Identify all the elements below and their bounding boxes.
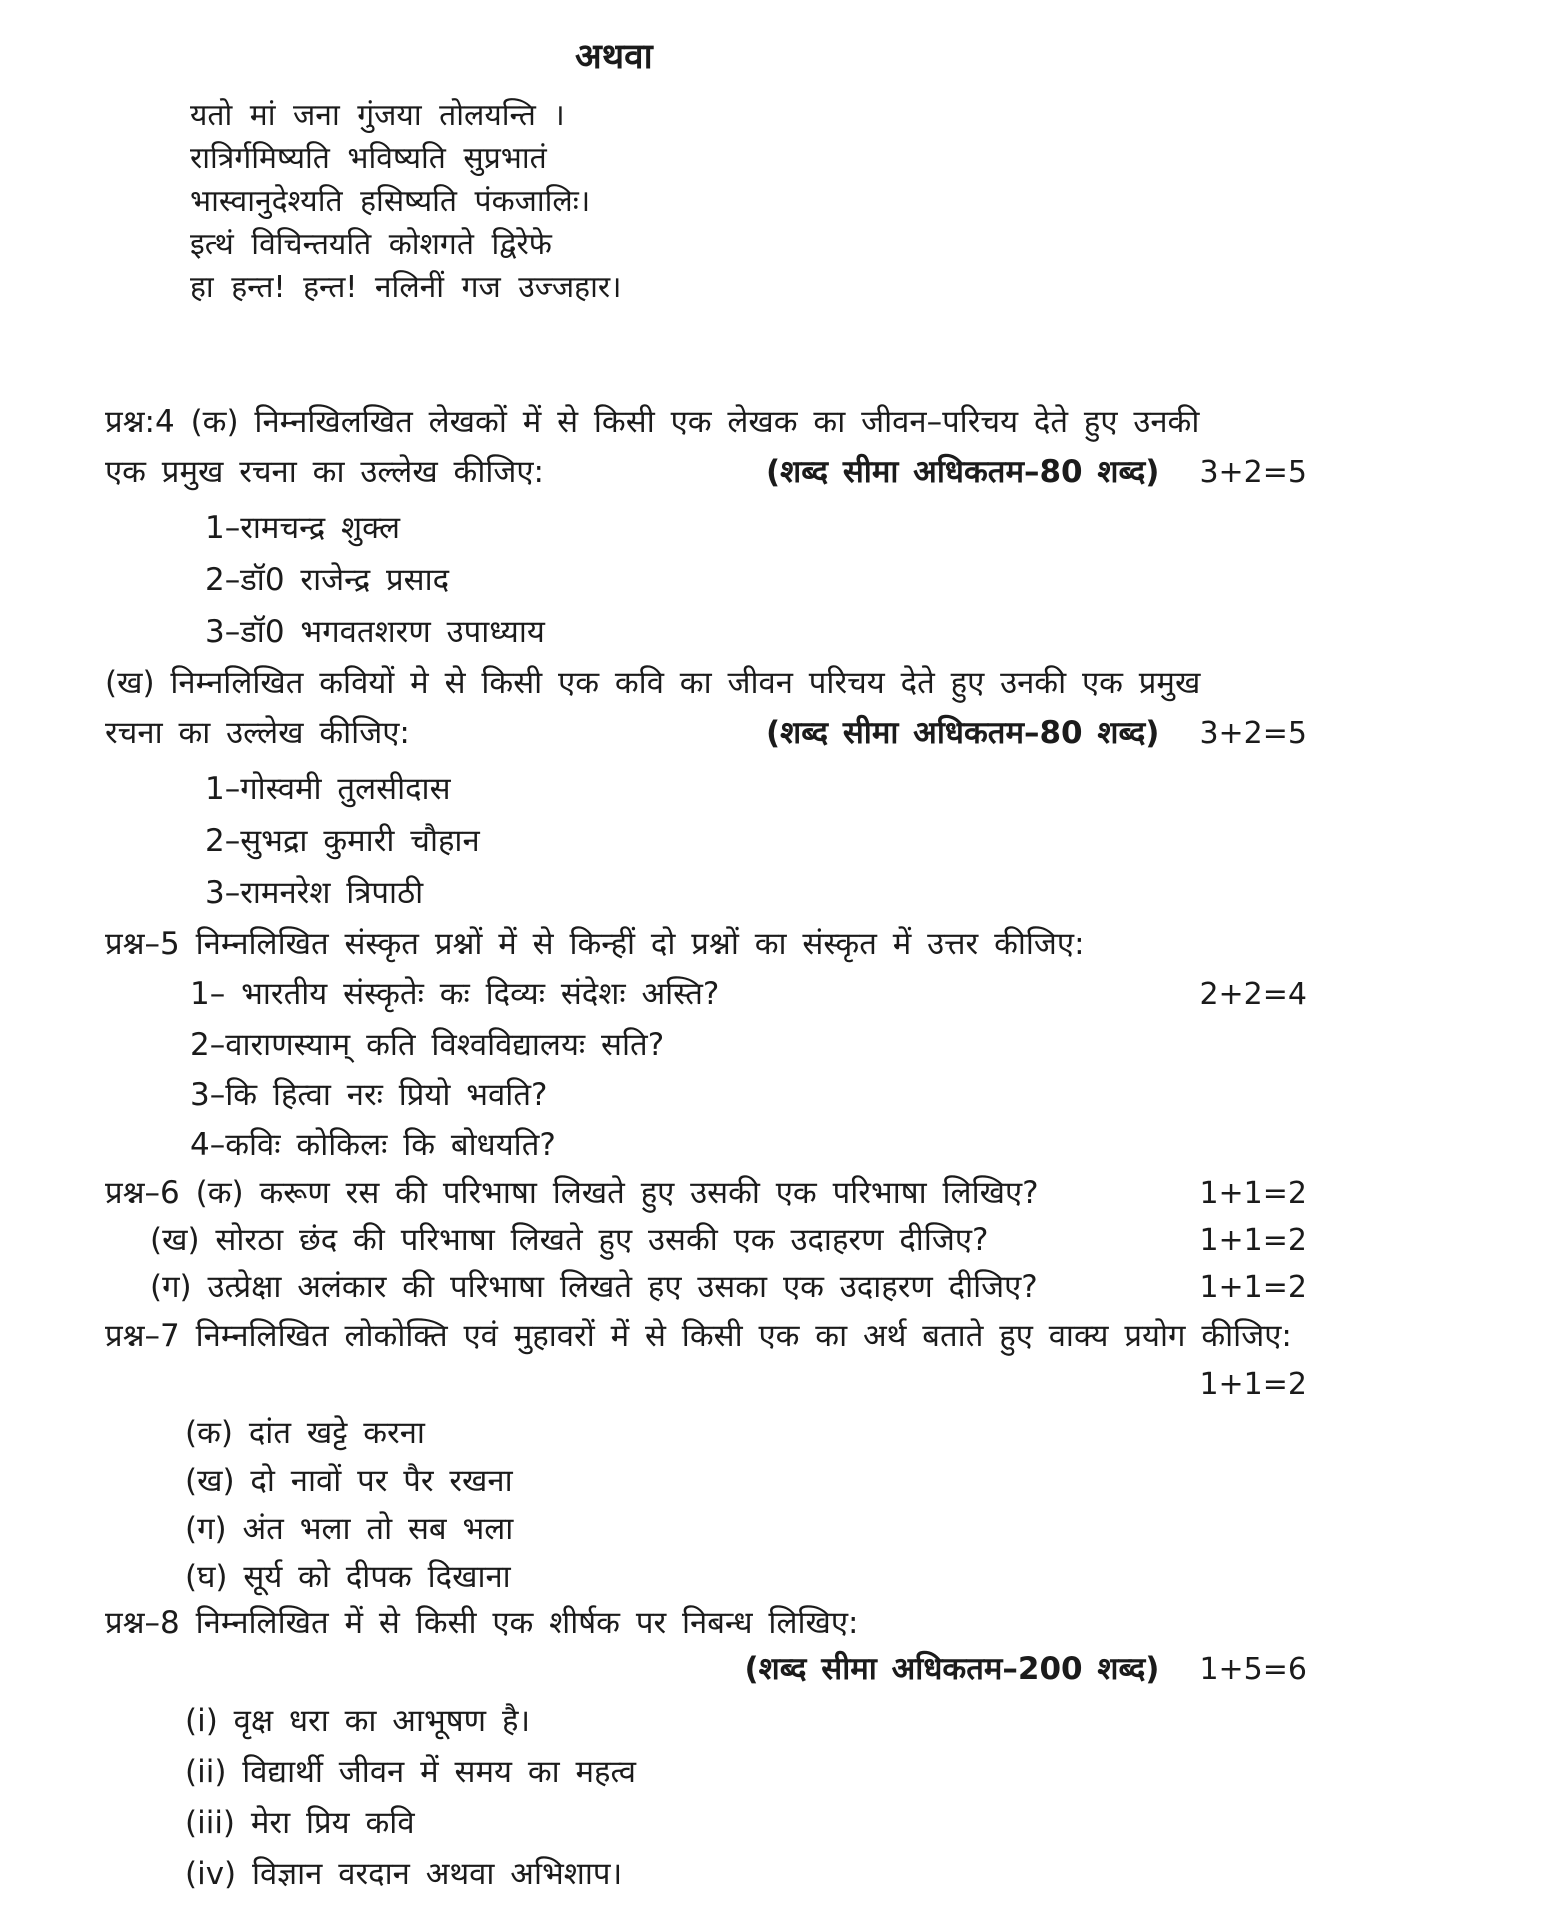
marks-value: 1+1=2 [1199,1176,1307,1211]
list-item: 1– भारतीय संस्कृतेः कः दिव्यः संदेशः अस्ति? 2+2=4 [190,969,1447,1020]
list-item: 2–वाराणस्याम् कति विश्वविद्यालयः सति? [190,1027,665,1063]
marks-value: 1+5=6 [1199,1652,1307,1687]
question-text: प्रश्न–8 निम्नलिखित में से किसी एक शीर्षक पर निबन्ध लिखिए: [105,1605,859,1641]
marks-value: 1+1=2 [1199,1223,1307,1258]
question-8 [105,1601,1447,1900]
sanskrit-questions-list [190,969,1447,1170]
marks-value: 2+2=4 [1199,977,1307,1012]
author-options-list [205,502,1447,658]
question-4-part-a [105,397,1447,658]
verse-line: यतो मां जना गुंजया तोलयन्ति । [190,98,565,133]
list-item: (i) वृक्ष धरा का आभूषण है। [185,1703,531,1739]
marks-value: 1+1=2 [1199,1367,1307,1402]
list-item: 4–कविः कोकिलः कि बोधयति? [190,1127,556,1163]
list-item [105,1264,1447,1311]
word-limit-note: (शब्द सीमा अधिकतम–80 शब्द) [766,715,1160,751]
question-4-part-b [105,658,1447,919]
question-5 [105,919,1447,1170]
question-text: एक प्रमुख रचना का उल्लेख कीजिए: [105,454,544,490]
list-item: 1–रामचन्द्र शुक्ल [205,510,401,546]
marks-value: 3+2=5 [1199,716,1307,751]
question-text: (ख) सोरठा छंद की परिभाषा लिखते हुए उसकी एक उदाहरण दीजिए? [150,1222,989,1258]
question-text: प्रश्न–6 (क) करूण रस की परिभाषा लिखते हुए उसकी एक परिभाषा लिखिए? [105,1175,1039,1211]
list-item: 3–कि हित्वा नरः प्रियो भवति? [190,1077,548,1113]
question-text: रचना का उल्लेख कीजिए: [105,715,410,751]
question-text: प्रश्न–7 निम्नलिखित लोकोक्ति एवं मुहावरों में से किसी एक का अर्थ बताते हुए वाक्य प्रयोग कीजिए: [105,1318,1292,1354]
list-item: 2–डॉ0 राजेन्द्र प्रसाद [205,562,450,598]
list-item: (iii) मेरा प्रिय कवि [185,1805,415,1841]
list-item: (ख) दो नावों पर पैर रखना [185,1463,513,1499]
verse-line: रात्रिर्गमिष्यति भविष्यति सुप्रभातं [190,141,547,176]
verse-line: हा हन्त! हन्त! नलिनीं गज उज्जहार। [190,270,622,305]
list-item [105,1170,1447,1217]
list-item [105,1217,1447,1264]
question-text: प्रश्न–5 निम्नलिखित संस्कृत प्रश्नों में से किन्हीं दो प्रश्नों का संस्कृत में उत्तर कीजिए: [105,926,1085,962]
or-heading: अथवा [575,37,653,77]
marks-value: 1+1=2 [1199,1270,1307,1305]
list-item: 2–सुभद्रा कुमारी चौहान [205,823,480,859]
idiom-options-list [185,1409,1447,1601]
list-item: (iv) विज्ञान वरदान अथवा अभिशाप। [185,1856,623,1892]
word-limit-note: (शब्द सीमा अधिकतम–200 शब्द) [744,1651,1160,1687]
verse-line: भास्वानुदेश्यति हसिष्यति पंकजालिः। [190,184,591,219]
verse-line: इत्थं विचिन्तयति कोशगते द्विरेफे [190,227,552,262]
question-6 [105,1170,1447,1311]
marks-value: 3+2=5 [1199,455,1307,490]
question-text: (ख) निम्नलिखित कवियों मे से किसी एक कवि का जीवन परिचय देते हुए उनकी एक प्रमुख [105,665,1201,701]
list-item: 3–रामनरेश त्रिपाठी [205,875,424,911]
sanskrit-verse [190,94,1447,309]
list-item: 3–डॉ0 भगवतशरण उपाध्याय [205,614,545,650]
question-7 [105,1311,1447,1601]
word-limit-note: (शब्द सीमा अधिकतम–80 शब्द) [766,454,1160,490]
list-item: (ii) विद्यार्थी जीवन में समय का महत्व [185,1754,636,1790]
question-text: प्रश्न:4 (क) निम्नखिलखित लेखकों में से किसी एक लेखक का जीवन–परिचय देते हुए उनकी [105,404,1200,440]
list-item: (क) दांत खट्टे करना [185,1415,425,1451]
question-text: (ग) उत्प्रेक्षा अलंकार की परिभाषा लिखते हए उसका एक उदाहरण दीजिए? [150,1269,1038,1305]
poet-options-list [205,763,1447,919]
list-item: 1–गोस्वमी तुलसीदास [205,771,451,807]
list-item: (ग) अंत भला तो सब भला [185,1511,514,1547]
list-item: (घ) सूर्य को दीपक दिखाना [185,1559,511,1595]
essay-topics-list [185,1696,1447,1900]
